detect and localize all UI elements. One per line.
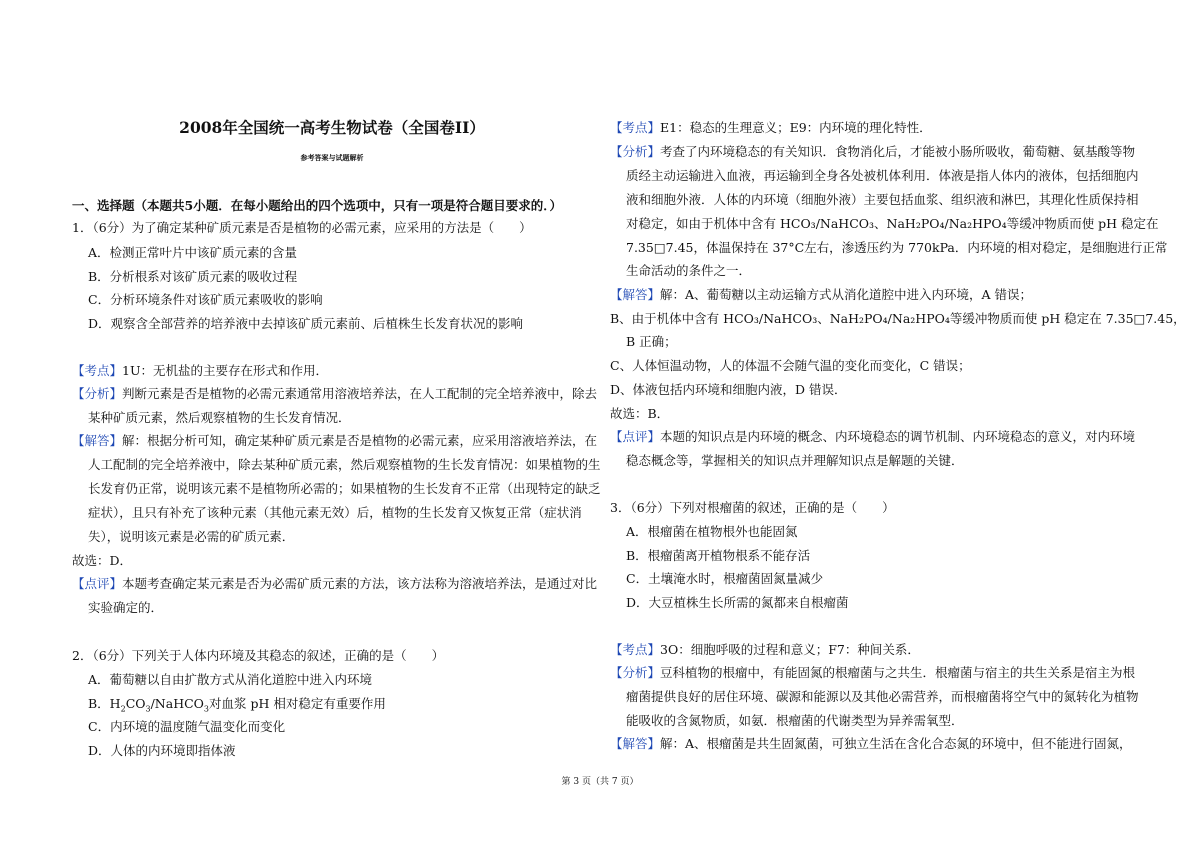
q2-jieda-line-4: C、人体恒温动物，人的体温不会随气温的变化而变化，C 错误； [610, 358, 971, 373]
page-subtitle: 参考答案与试题解析 [300, 153, 364, 162]
question-1-option-a: A．检测正常叶片中该矿质元素的含量 [88, 245, 298, 260]
fenxi-tag: 【分析】 [72, 386, 123, 401]
q2-jieda-line-2: B、由于机体中含有 HCO₃/NaHCO₃、NaH₂PO₄/Na₂HPO₄等缓冲物质而使 pH 稳定在 7.35□7.45， [610, 311, 1186, 326]
fenxi-text: 豆科植物的根瘤中，有能固氮的根瘤菌与之共生．根瘤菌与宿主的共生关系是宿主为根 [660, 665, 1136, 680]
q2-kaodian [610, 120, 932, 136]
fenxi-text: 考查了内环境稳态的有关知识．食物消化后，才能被小肠所吸收，葡萄糖、氨基酸等物 [660, 144, 1136, 159]
q2-jieda-line-5: D、体液包括内环境和细胞内液，D 错误． [610, 382, 847, 397]
q1-jieda-line-4: 症状），且只有补充了该种元素（其他元素无效）后，植物的生长发育又恢复正常（症状消 [88, 505, 582, 520]
kaodian-tag: 【考点】 [610, 120, 661, 135]
fenxi-text: 判断元素是否是植物的必需元素通常用溶液培养法，在人工配制的完全培养液中，除去 [122, 386, 598, 401]
question-1-option-b: B．分析根系对该矿质元素的吸收过程 [88, 269, 298, 284]
q2-fenxi-line-2: 质经主动运输进入血液，再运输到全身各处被机体利用．体液是指人体内的液体，包括细胞内 [626, 168, 1139, 183]
question-2-option-a: A．葡萄糖以自由扩散方式从消化道腔中进入内环境 [88, 672, 373, 687]
q2-jieda [610, 287, 1032, 303]
jieda-text: 解：根据分析可知，确定某种矿质元素是否是植物的必需元素，应采用溶液培养法，在 [122, 433, 598, 448]
q2-fenxi-line-4: 对稳定，如由于机体中含有 HCO₃/NaHCO₃、NaH₂PO₄/Na₂HPO₄等缓冲物质而使 pH 稳定在 [626, 216, 1159, 231]
q1-answer: 故选：D． [72, 553, 133, 568]
q2-fenxi [610, 144, 1135, 160]
kaodian-text: 3O：细胞呼吸的过程和意义；F7：种间关系． [660, 642, 920, 657]
question-3-option-a: A．根瘤菌在植物根外也能固氮 [626, 524, 798, 539]
q3-fenxi-line-2: 瘤菌提供良好的居住环境、碳源和能源以及其他必需营养，而根瘤菌将空气中的氮转化为植物 [626, 689, 1139, 704]
dianping-tag: 【点评】 [72, 576, 123, 591]
question-3-option-b: B．根瘤菌离开植物根系不能存活 [626, 548, 811, 563]
q3-jieda [610, 736, 1132, 752]
q2-fenxi-line-5: 7.35□7.45，体温保持在 37°C左右，渗透压约为 770kPa．内环境的相对稳定，是细胞进行正常 [626, 240, 1168, 255]
q2-fenxi-line-6: 生命活动的条件之一． [626, 263, 752, 278]
section-heading: 一、选择题（本题共5小题．在每小题给出的四个选项中，只有一项是符合题目要求的．） [72, 198, 562, 213]
q1-jieda [72, 433, 597, 449]
kaodian-tag: 【考点】 [610, 642, 661, 657]
q2-dianping [610, 429, 1135, 445]
q3-fenxi [610, 665, 1135, 681]
q1-fenxi-line-2: 某种矿质元素，然后观察植物的生长发育情况． [88, 410, 351, 425]
dianping-tag: 【点评】 [610, 429, 661, 444]
q3-fenxi-line-3: 能吸收的含氮物质，如氨．根瘤菌的代谢类型为异养需氧型． [626, 713, 964, 728]
question-3-option-d: D．大豆植株生长所需的氮都来自根瘤菌 [626, 595, 849, 610]
q2-fenxi-line-3: 液和细胞外液．人体的内环境（细胞外液）主要包括血浆、组织液和淋巴，其理化性质保持相 [626, 192, 1139, 207]
dianping-text: 本题考查确定某元素是否为必需矿质元素的方法，该方法称为溶液培养法，是通过对比 [122, 576, 598, 591]
kaodian-tag: 【考点】 [72, 363, 123, 378]
q1-fenxi [72, 386, 597, 402]
q3-kaodian [610, 642, 920, 658]
jieda-tag: 【解答】 [72, 433, 123, 448]
question-1-option-d: D．观察含全部营养的培养液中去掉该矿质元素前、后植株生长发育状况的影响 [88, 316, 524, 331]
page-number-footer: 第 3 页（共 7 页） [561, 777, 639, 787]
jieda-text: 解：A、葡萄糖以主动运输方式从消化道腔中进入内环境，A 错误； [660, 287, 1033, 302]
q1-jieda-line-5: 失），说明该元素是必需的矿质元素． [88, 529, 295, 544]
question-1-stem: 1．（6分）为了确定某种矿质元素是否是植物的必需元素，应采用的方法是（ ） [72, 220, 532, 235]
fenxi-tag: 【分析】 [610, 144, 661, 159]
question-2-option-c: C．内环境的温度随气温变化而变化 [88, 719, 286, 734]
question-2-option-d: D．人体的内环境即指体液 [88, 743, 236, 758]
question-3-option-c: C．土壤淹水时，根瘤菌固氮量减少 [626, 571, 824, 586]
q2-jieda-line-3: B 正确； [626, 334, 677, 349]
q1-jieda-line-3: 长发育仍正常，说明该元素不是植物所必需的；如果植物的生长发育不正常（出现特定的缺乏 [88, 481, 601, 496]
question-1-option-c: C．分析环境条件对该矿质元素吸收的影响 [88, 292, 323, 307]
q2-answer: 故选：B． [610, 406, 670, 421]
question-3-stem: 3．（6分）下列对根瘤菌的叙述，正确的是（ ） [610, 500, 895, 515]
question-2-stem: 2．（6分）下列关于人体内环境及其稳态的叙述，正确的是（ ） [72, 648, 445, 663]
q1-jieda-line-2: 人工配制的完全培养液中，除去某种矿质元素，然后观察植物的生长发育情况：如果植物的生 [88, 457, 601, 472]
kaodian-text: E1：稳态的生理意义；E9：内环境的理化特性． [660, 120, 932, 135]
jieda-text: 解：A、根瘤菌是共生固氮菌，可独立生活在含化合态氮的环境中，但不能进行固氮， [660, 736, 1132, 751]
fenxi-tag: 【分析】 [610, 665, 661, 680]
question-2-option-b: B．$H_2CO_3/NaHCO_3$对血浆 pH 相对稳定有重要作用 [88, 696, 386, 714]
q1-dianping [72, 576, 597, 592]
dianping-text: 本题的知识点是内环境的概念、内环境稳态的调节机制、内环境稳态的意义，对内环境 [660, 429, 1136, 444]
kaodian-text: 1U：无机盐的主要存在形式和作用． [122, 363, 329, 378]
page-title: 2008年全国统一高考生物试卷（全国卷II） [179, 118, 485, 137]
q2-dianping-line-2: 稳态概念等，掌握相关的知识点并理解知识点是解题的关键． [626, 453, 964, 468]
jieda-tag: 【解答】 [610, 736, 661, 751]
q1-kaodian [72, 363, 328, 379]
jieda-tag: 【解答】 [610, 287, 661, 302]
q1-dianping-line-2: 实验确定的． [88, 600, 164, 615]
